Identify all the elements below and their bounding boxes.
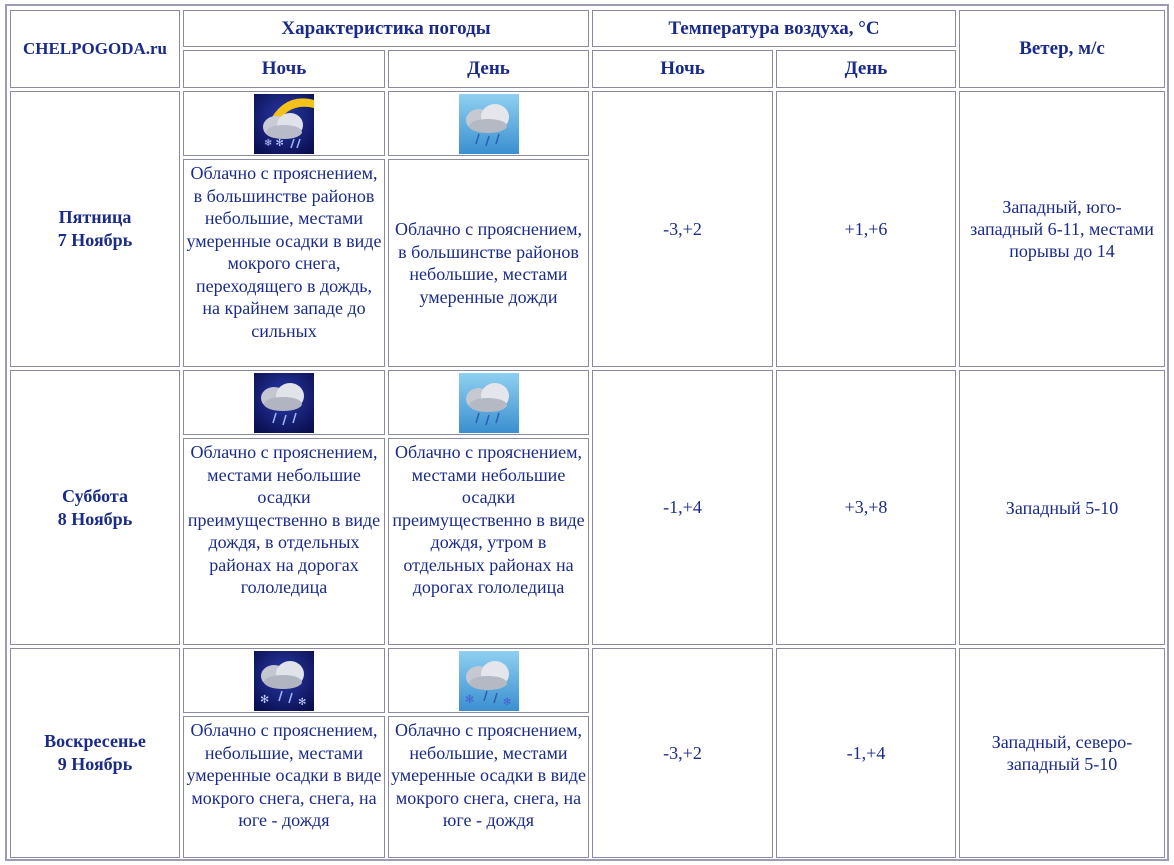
day-icon-cell	[388, 648, 589, 713]
night-cloud-sleet-icon	[254, 94, 314, 154]
header-weather-day: День	[388, 50, 589, 88]
wind: Западный 5-10	[959, 370, 1165, 645]
weekday: Суббота	[62, 485, 128, 506]
svg-text:❄ ✻: ❄ ✻	[264, 137, 284, 149]
header-weather-night: Ночь	[183, 50, 385, 88]
header-weather: Характеристика погоды	[183, 10, 589, 47]
svg-text:✻: ✻	[502, 696, 511, 708]
night-cloud-sleet-icon	[254, 651, 314, 711]
weekday: Воскресенье	[44, 731, 146, 751]
day-label	[10, 91, 180, 367]
header-wind: Ветер, м/с	[959, 10, 1165, 88]
header-temp-night: Ночь	[592, 50, 773, 88]
header-temp-day: День	[776, 50, 956, 88]
temp-day: -1,+4	[776, 648, 956, 858]
day-label	[10, 370, 180, 645]
date: 9 Ноябрь	[57, 754, 133, 774]
header-temperature: Температура воздуха, °C	[592, 10, 956, 47]
wind: Западный, юго-западный 6-11, местами порывы до 14	[959, 91, 1165, 367]
temp-night: -1,+4	[592, 370, 773, 645]
wind: Западный, северо-западный 5-10	[959, 648, 1165, 858]
night-icon-cell	[183, 370, 385, 435]
date: 8 Ноябрь	[57, 508, 133, 529]
day-description: Облачно с прояснением, местами небольшие осадки преимущественно в виде дождя, утром в отдельных районах на дорогах гололедица	[388, 438, 589, 645]
night-icon-cell	[183, 91, 385, 156]
temp-night: -3,+2	[592, 648, 773, 858]
night-cloud-rain-icon	[254, 373, 314, 433]
temp-day: +1,+6	[776, 91, 956, 367]
night-description: Облачно с прояснением, местами небольшие осадки преимущественно в виде дождя, в отдельных районах на дорогах гололедица	[183, 438, 385, 645]
cloud-rain-icon	[459, 94, 519, 154]
temp-night: -3,+2	[592, 91, 773, 367]
night-description: Облачно с прояснением, в большинстве районов небольшие, местами умеренные осадки в виде мокрого снега, переходящего в дождь, на крайнем западе до сильных	[183, 159, 385, 367]
cloud-rain-icon	[459, 373, 519, 433]
day-label	[10, 648, 180, 858]
svg-text:✻: ✻	[464, 692, 474, 706]
day-description: Облачно с прояснением, в большинстве районов небольшие, местами умеренные дожди	[388, 159, 589, 367]
night-icon-cell	[183, 648, 385, 713]
date: 7 Ноябрь	[57, 230, 133, 250]
day-icon-cell	[388, 91, 589, 156]
night-description: Облачно с прояснением, небольшие, местами умеренные осадки в виде мокрого снега, снега, на юге - дождя	[183, 716, 385, 858]
svg-text:✻: ✻	[260, 692, 270, 706]
day-description: Облачно с прояснением, небольшие, местами умеренные осадки в виде мокрого снега, снега, на юге - дождя	[388, 716, 589, 858]
cloud-sleet-icon	[459, 651, 519, 711]
svg-text:✻: ✻	[298, 696, 307, 708]
site-name: CHELPOGODA.ru	[10, 10, 180, 88]
temp-day: +3,+8	[776, 370, 956, 645]
day-icon-cell	[388, 370, 589, 435]
weekday: Пятница	[58, 207, 132, 227]
